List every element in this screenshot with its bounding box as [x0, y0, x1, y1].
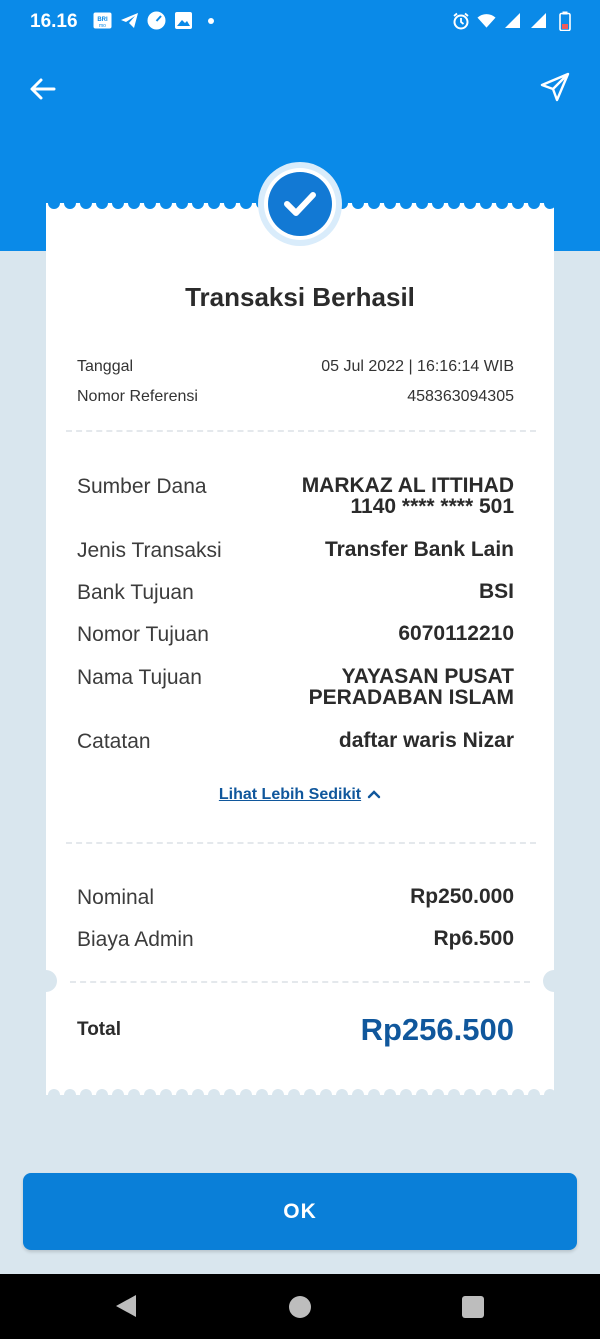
- meta-row-reference: [77, 388, 514, 406]
- detail-label: Sumber Dana: [77, 475, 207, 498]
- alarm-icon: [451, 11, 470, 30]
- detail-value: MARKAZ AL ITTIHAD 1140 **** **** 501: [301, 474, 514, 518]
- detail-label: Catatan: [77, 730, 151, 753]
- dashed-divider: [70, 981, 530, 983]
- bri-mo-icon: [93, 11, 112, 30]
- total-value: Rp256.500: [360, 1012, 514, 1047]
- see-less-label: Lihat Lebih Sedikit: [218, 786, 362, 804]
- nav-back-button[interactable]: [115, 1294, 137, 1323]
- detail-label: Nomor Tujuan: [77, 623, 209, 646]
- receipt-bottom-edge: [46, 1083, 554, 1095]
- meta-value: 05 Jul 2022 | 16:16:14 WIB: [321, 358, 514, 375]
- dashed-divider: [66, 430, 536, 432]
- nav-recents-button[interactable]: [462, 1296, 484, 1318]
- nav-home-button[interactable]: [289, 1296, 311, 1318]
- detail-row-bank: [77, 581, 514, 605]
- meta-value: 458363094305: [407, 388, 514, 405]
- detail-value: BSI: [478, 580, 514, 603]
- navigation-bar: [0, 1274, 600, 1339]
- detail-row-account: [77, 623, 514, 647]
- send-icon: [538, 70, 572, 104]
- detail-row-type: [77, 539, 514, 563]
- detail-row-recipient: [77, 666, 514, 708]
- triangle-back-icon: [115, 1294, 137, 1318]
- amount-value: Rp250.000: [410, 885, 514, 908]
- wifi-icon: [477, 11, 496, 30]
- amount-value: Rp6.500: [433, 927, 514, 950]
- receipt-notch-right: [543, 970, 565, 992]
- amount-row-admin-fee: [77, 928, 514, 952]
- meta-label: Tanggal: [77, 358, 134, 375]
- detail-value: Transfer Bank Lain: [324, 538, 514, 561]
- detail-value: YAYASAN PUSAT PERADABAN ISLAM: [308, 665, 514, 709]
- back-button[interactable]: [26, 72, 60, 106]
- signal-icon: [503, 11, 522, 30]
- receipt-card: [46, 212, 554, 1090]
- battery-low-icon: [555, 11, 574, 30]
- notification-icons: [93, 11, 220, 30]
- speed-icon: [147, 11, 166, 30]
- detail-value: 6070112210: [398, 622, 514, 645]
- chevron-up-icon: [367, 786, 381, 804]
- telegram-icon: [120, 11, 139, 30]
- amount-label: Biaya Admin: [77, 928, 194, 951]
- meta-row-date: [77, 358, 514, 376]
- detail-label: Bank Tujuan: [77, 581, 194, 604]
- detail-row-note: [77, 730, 514, 754]
- see-less-link[interactable]: [46, 786, 554, 804]
- system-icons: [451, 11, 574, 30]
- signal-icon: [529, 11, 548, 30]
- svg-text:mo: mo: [99, 23, 106, 29]
- amount-label: Nominal: [77, 886, 155, 909]
- receipt-notch-left: [35, 970, 57, 992]
- detail-label: Jenis Transaksi: [77, 539, 222, 562]
- status-bar: [0, 0, 600, 44]
- gallery-icon: [174, 11, 193, 30]
- share-button[interactable]: [538, 70, 572, 104]
- success-badge: [258, 162, 342, 246]
- ok-button[interactable]: OK: [23, 1173, 577, 1250]
- dot-icon: [201, 11, 220, 30]
- detail-label: Nama Tujuan: [77, 666, 202, 689]
- status-time: 16.16: [30, 11, 78, 32]
- detail-value: daftar waris Nizar: [338, 729, 514, 752]
- check-icon: [281, 185, 319, 223]
- detail-row-source: [77, 475, 514, 517]
- svg-text:BRI: BRI: [97, 17, 108, 23]
- amount-row-nominal: [77, 886, 514, 910]
- meta-label: Nomor Referensi: [77, 388, 198, 405]
- dashed-divider: [66, 842, 536, 844]
- receipt-title: Transaksi Berhasil: [185, 282, 415, 312]
- total-label: Total: [77, 1019, 121, 1040]
- arrow-left-icon: [26, 72, 60, 106]
